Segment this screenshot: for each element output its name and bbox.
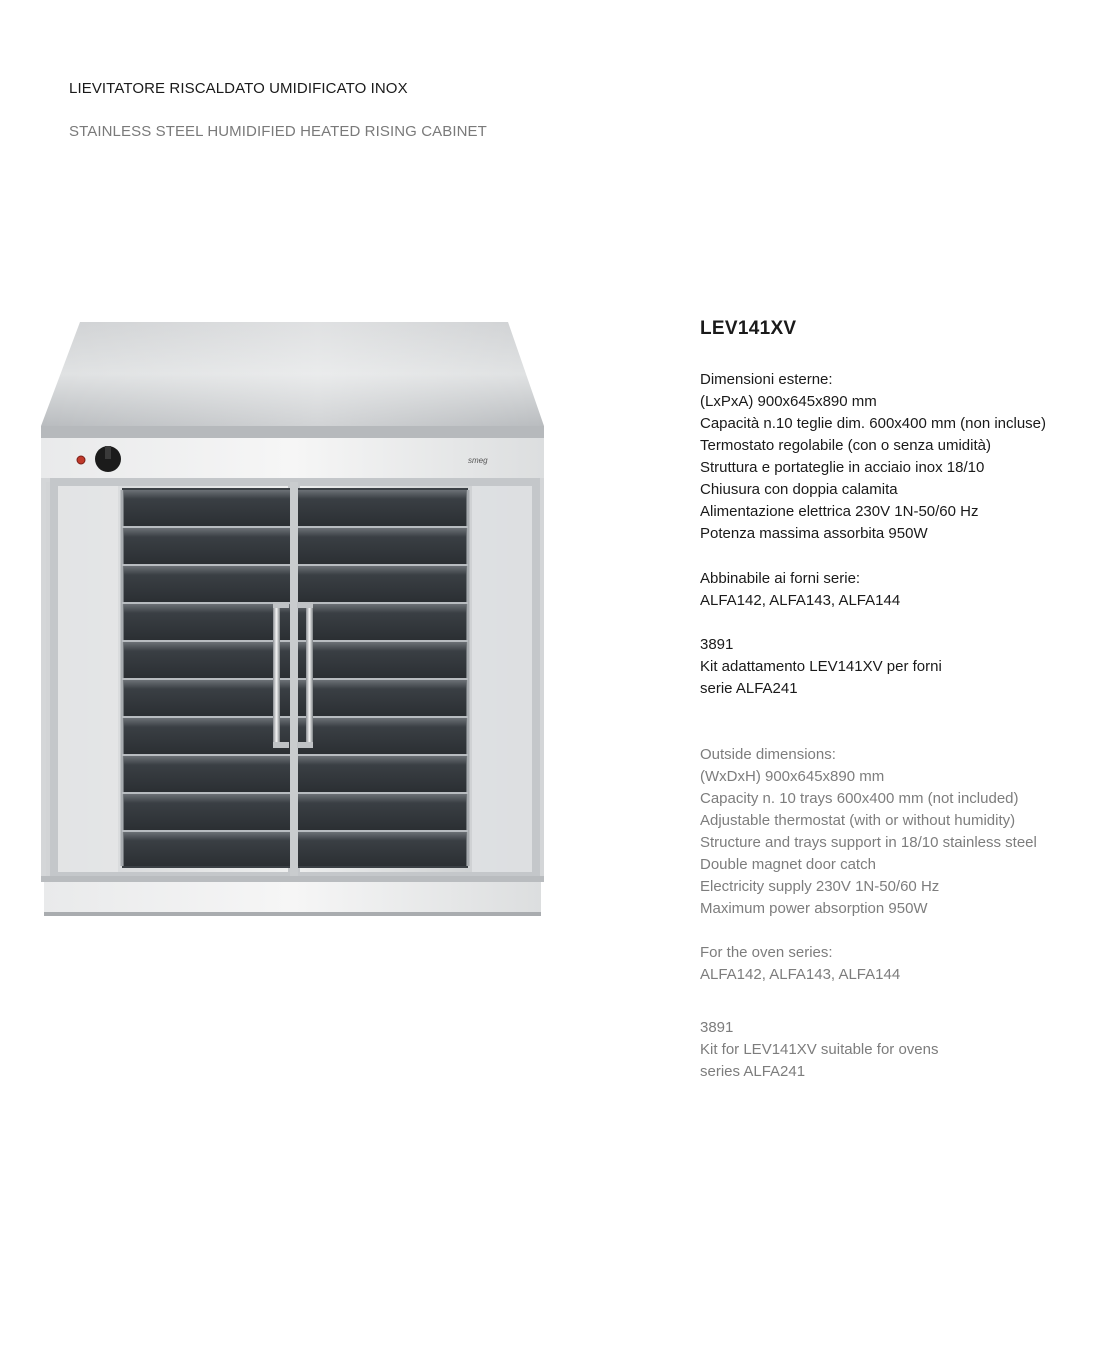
- spec-line: Potenza massima assorbita 950W: [700, 525, 928, 542]
- kit-line: series ALFA241: [700, 1063, 806, 1080]
- product-photo: [36, 310, 556, 922]
- kit-line: Kit adattamento LEV141XV per forni: [700, 658, 942, 675]
- kit-line: Kit for LEV141XV suitable for ovens: [700, 1041, 939, 1058]
- title-english: STAINLESS STEEL HUMIDIFIED HEATED RISING CABINET: [69, 123, 487, 140]
- spec-line: (WxDxH) 900x645x890 mm: [700, 768, 885, 785]
- kit-code: 3891: [700, 1019, 734, 1036]
- spec-line: Alimentazione elettrica 230V 1N-50/60 Hz: [700, 503, 979, 520]
- spec-line: Capacità n.10 teglie dim. 600x400 mm (non incluse): [700, 415, 1047, 432]
- power-indicator-light-icon: [77, 456, 85, 464]
- kit-code: 3891: [700, 636, 734, 653]
- compat-line: ALFA142, ALFA143, ALFA144: [700, 966, 901, 983]
- brand-logo: smeg: [468, 456, 488, 465]
- english-specs: [700, 744, 1037, 920]
- spec-line: Adjustable thermostat (with or without humidity): [700, 812, 1016, 829]
- spec-line: Chiusura con doppia calamita: [700, 481, 898, 498]
- spec-line: Outside dimensions:: [700, 746, 836, 763]
- compat-line: For the oven series:: [700, 944, 833, 961]
- compat-line: ALFA142, ALFA143, ALFA144: [700, 592, 901, 609]
- spec-line: Structure and trays support in 18/10 stainless steel: [700, 834, 1037, 851]
- spec-line: Capacity n. 10 trays 600x400 mm (not included): [700, 790, 1019, 807]
- spec-line: Double magnet door catch: [700, 856, 876, 873]
- title-italian: LIEVITATORE RISCALDATO UMIDIFICATO INOX: [69, 80, 408, 97]
- english-compat: [700, 942, 900, 986]
- spec-line: Struttura e portateglie in acciaio inox 18/10: [700, 459, 985, 476]
- spec-line: Electricity supply 230V 1N-50/60 Hz: [700, 878, 940, 895]
- kit-line: serie ALFA241: [700, 680, 798, 697]
- spec-line: (LxPxA) 900x645x890 mm: [700, 393, 877, 410]
- spec-line: Maximum power absorption 950W: [700, 900, 928, 917]
- italian-kit: [700, 634, 942, 700]
- compat-line: Abbinabile ai forni serie:: [700, 570, 861, 587]
- model-code: LEV141XV: [700, 318, 797, 339]
- spec-line: Termostato regolabile (con o senza umidità): [700, 437, 991, 454]
- italian-specs: [700, 369, 1046, 545]
- spec-line: Dimensioni esterne:: [700, 371, 833, 388]
- italian-compat: [700, 568, 900, 612]
- english-kit: [700, 1017, 938, 1083]
